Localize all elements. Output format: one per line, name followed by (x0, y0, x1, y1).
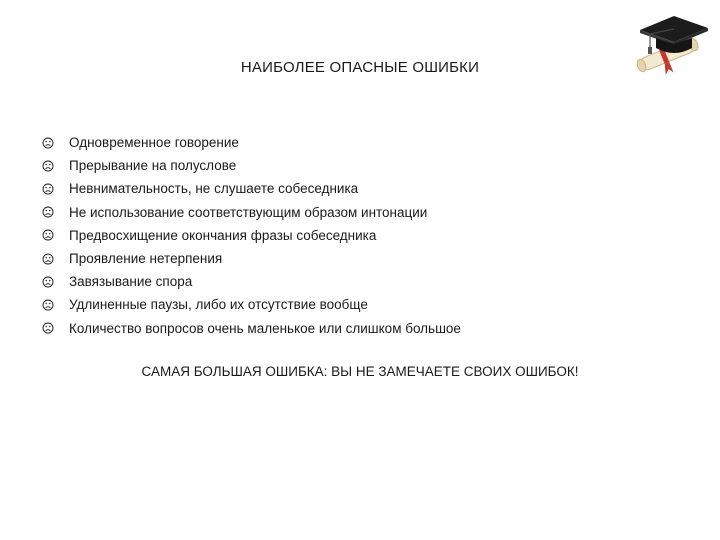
list-item (42, 270, 461, 293)
list-item-text: Удлиненные паузы, либо их отсутствие вообще (69, 297, 368, 313)
error-list (42, 131, 461, 340)
slide-title: НАИБОЛЕЕ ОПАСНЫЕ ОШИБКИ (240, 59, 480, 76)
list-item (42, 247, 461, 270)
frown-face-icon (42, 299, 54, 311)
list-item-text: Одновременное говорение (69, 135, 239, 151)
list-item (42, 154, 461, 177)
list-item-text: Прерывание на полуслове (69, 158, 237, 174)
frown-face-icon (42, 253, 54, 265)
list-item-text: Проявление нетерпения (69, 251, 223, 267)
list-item (42, 131, 461, 154)
list-item (42, 224, 461, 247)
list-item (42, 293, 461, 316)
list-item (42, 201, 461, 224)
list-item-text: Завязывание спора (69, 274, 193, 290)
frown-face-icon (42, 322, 54, 334)
list-item-text: Количество вопросов очень маленькое или слишком большое (69, 320, 461, 336)
list-item-text: Невнимательность, не слушаете собеседника (69, 181, 359, 197)
list-item (42, 177, 461, 200)
list-item (42, 317, 461, 340)
frown-face-icon (42, 276, 54, 288)
main-conclusion: САМАЯ БОЛЬШАЯ ОШИБКА: ВЫ НЕ ЗАМЕЧАЕТЕ СВОИХ ОШИБОК! (141, 364, 579, 379)
frown-face-icon (42, 137, 54, 149)
list-item-text: Предвосхищение окончания фразы собеседника (69, 227, 377, 243)
list-item-text: Не использование соответствующим образом интонации (69, 204, 428, 220)
frown-face-icon (42, 229, 54, 241)
frown-face-icon (42, 183, 54, 195)
frown-face-icon (42, 206, 54, 218)
frown-face-icon (42, 160, 54, 172)
